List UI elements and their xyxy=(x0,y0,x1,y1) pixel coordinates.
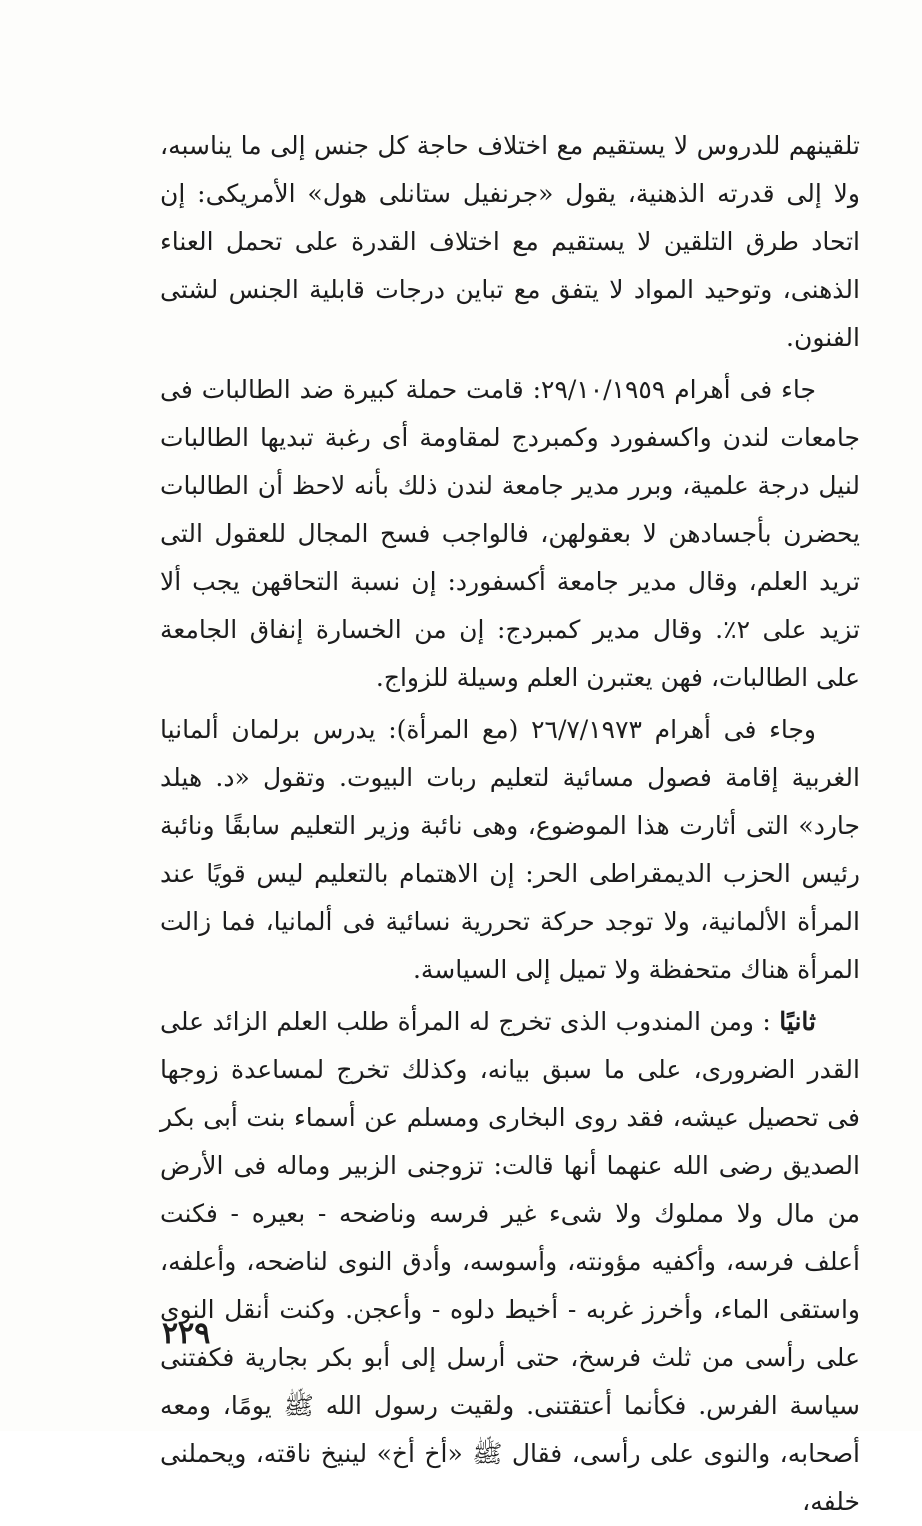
paragraph-1 xyxy=(160,122,860,362)
page-number: ٢٢٩ xyxy=(162,1316,211,1351)
paragraph-3 xyxy=(160,706,860,994)
paragraph-text: وجاء فى أهرام ٢٦/٧/١٩٧٣ (مع المرأة): يدرس برلمان ألمانيا الغربية إقامة فصول مسائية لتعليم ربات البيوت. وتقول «د. هيلد جارد» التى أثارت هذا الموضوع، وهى نائبة وزير التعليم سابقًا ونائبة رئيس الحزب الديمقراطى الحر: إن الاهتمام بالتعليم ليس قويًا عند المرأة الألمانية، ولا توجد حركة تحررية نسائية فى ألمانيا، فما زالت المرأة هناك متحفظة ولا تميل إلى السياسة. xyxy=(160,715,860,984)
paragraph-text: : ومن المندوب الذى تخرج له المرأة طلب العلم الزائد على القدر الضرورى، على ما سبق بيانه، وكذلك تخرج لمساعدة زوجها فى تحصيل عيشه، فقد روى البخارى ومسلم عن أسماء بنت أبى بكر الصديق رضى الله عنهما أنها قالت: تزوجنى الزبير وماله فى الأرض من مال ولا مملوك ولا شىء غير فرسه وناضحه - بعيره - فكنت أعلف فرسه، وأكفيه مؤونته، وأسوسه، وأدق النوى لناضحه، وأعلفه، واستقى الماء، وأخرز غربه - أخيط دلوه - وأعجن. وكنت أنقل النوى على رأسى من ثلث فرسخ، حتى أرسل إلى أبو بكر بجارية فكفتنى سياسة الفرس. فكأنما أعتقتنى. ولقيت رسول الله ﷺ يومًا، ومعه أصحابه، والنوى على رأسى، فقال ﷺ «أخ أخ» لينيخ ناقته، ويحملنى خلفه، xyxy=(160,1007,860,1516)
body-text xyxy=(160,122,860,1526)
paragraph-text: تلقينهم للدروس لا يستقيم مع اختلاف حاجة كل جنس إلى ما يناسبه، ولا إلى قدرته الذهنية، يقول «جرنفيل ستانلى هول» الأمريكى: إن اتحاد طرق التلقين لا يستقيم مع اختلاف القدرة على تحمل العناء الذهنى، وتوحيد المواد لا يتفق مع تباين درجات قابلية الجنس لشتى الفنون. xyxy=(160,131,860,352)
paragraph-4 xyxy=(160,998,860,1526)
paragraph-2 xyxy=(160,366,860,702)
paragraph-text: جاء فى أهرام ٢٩/١٠/١٩٥٩: قامت حملة كبيرة ضد الطالبات فى جامعات لندن واكسفورد وكمبردج لمقاومة أى رغبة تبديها الطالبات لنيل درجة علمية، وبرر مدير جامعة لندن ذلك بأنه لاحظ أن الطالبات يحضرن بأجسادهن لا بعقولهن، فالواجب فسح المجال للعقول التى تريد العلم، وقال مدير جامعة أكسفورد: إن نسبة التحاقهن يجب ألا تزيد على ٢٪. وقال مدير كمبردج: إن من الخسارة إنفاق الجامعة على الطالبات، فهن يعتبرن العلم وسيلة للزواج. xyxy=(160,375,861,692)
paragraph-lead-word: ثانيًا xyxy=(779,1007,816,1036)
